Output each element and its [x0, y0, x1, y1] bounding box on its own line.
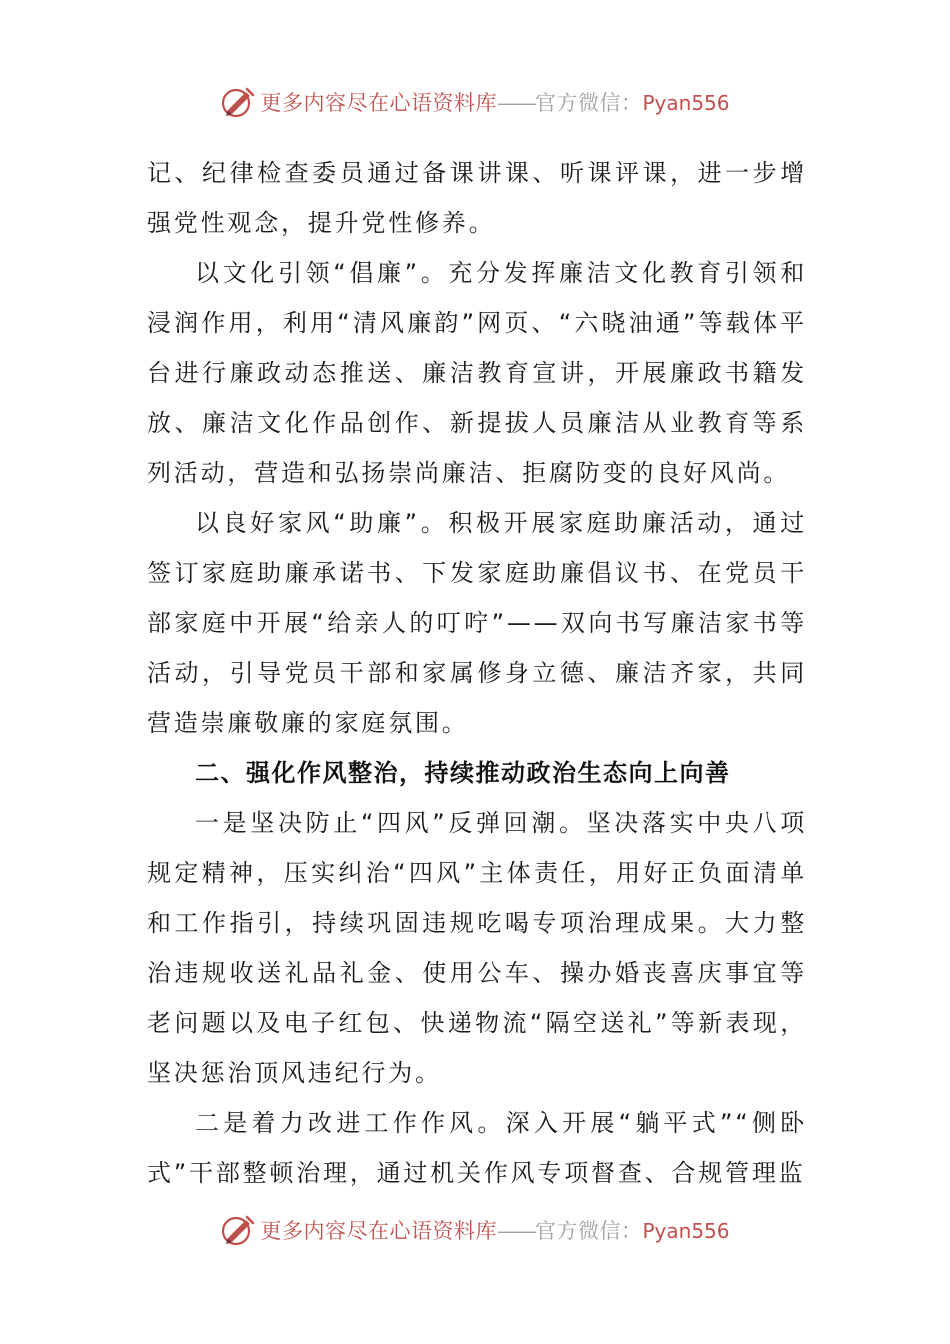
paragraph-3: 以良好家风“助廉”。积极开展家庭助廉活动，通过签订家庭助廉承诺书、下发家庭助廉倡议书、在党员干部家庭中开展“给亲人的叮咛”——双向书写廉洁家书等活动，引导党员干部和家属修身立德、廉洁齐家，共同营造崇廉敬廉的家庭氛围。: [147, 509, 807, 737]
paragraph-5: 二是着力改进工作作风。深入开展“躺平式”“侧卧式”干部整顿治理，通过机关作风专项督查、合规管理监: [147, 1109, 807, 1187]
banner-official-label: 官方微信：: [534, 1219, 643, 1243]
paragraph-1: 记、纪律检查委员通过备课讲课、听课评课，进一步增强党性观念，提升党性修养。: [147, 159, 807, 237]
banner-official-label: 官方微信：: [534, 91, 643, 115]
banner-site-name: 更多内容尽在心语资料库: [260, 91, 497, 115]
banner-wechat-id: Pyan556: [642, 1219, 730, 1243]
banner-wechat-id: Pyan556: [642, 91, 730, 115]
header-watermark-banner: [0, 82, 950, 122]
footer-watermark-banner: [0, 1210, 950, 1250]
paragraph-4: 一是坚决防止“四风”反弹回潮。坚决落实中央八项规定精神，压实纠治“四风”主体责任，用好正负面清单和工作指引，持续巩固违规吃喝专项治理成果。大力整治违规收送礼品礼金、使用公车、操办婚丧喜庆事宜等老问题以及电子红包、快递物流“隔空送礼”等新表现，坚决惩治顶风违纪行为。: [147, 809, 807, 1087]
banner-site-name: 更多内容尽在心语资料库: [260, 1219, 497, 1243]
banner-text: [260, 87, 729, 117]
paragraph-2: 以文化引领“倡廉”。充分发挥廉洁文化教育引领和浸润作用，利用“清风廉韵”网页、“六晓油通”等载体平台进行廉政动态推送、廉洁教育宣讲，开展廉政书籍发放、廉洁文化作品创作、新提拔人员廉洁从业教育等系列活动，营造和弘扬崇尚廉洁、拒腐防变的良好风尚。: [147, 259, 807, 487]
banner-dash: ——: [496, 1219, 535, 1243]
document-body: [147, 148, 807, 1198]
pen-logo-icon: [220, 1212, 256, 1248]
pen-logo-icon: [220, 84, 256, 120]
banner-text: [260, 1215, 729, 1245]
banner-dash: ——: [496, 91, 535, 115]
section-heading-2: 二、强化作风整治，持续推动政治生态向上向善: [195, 759, 731, 787]
